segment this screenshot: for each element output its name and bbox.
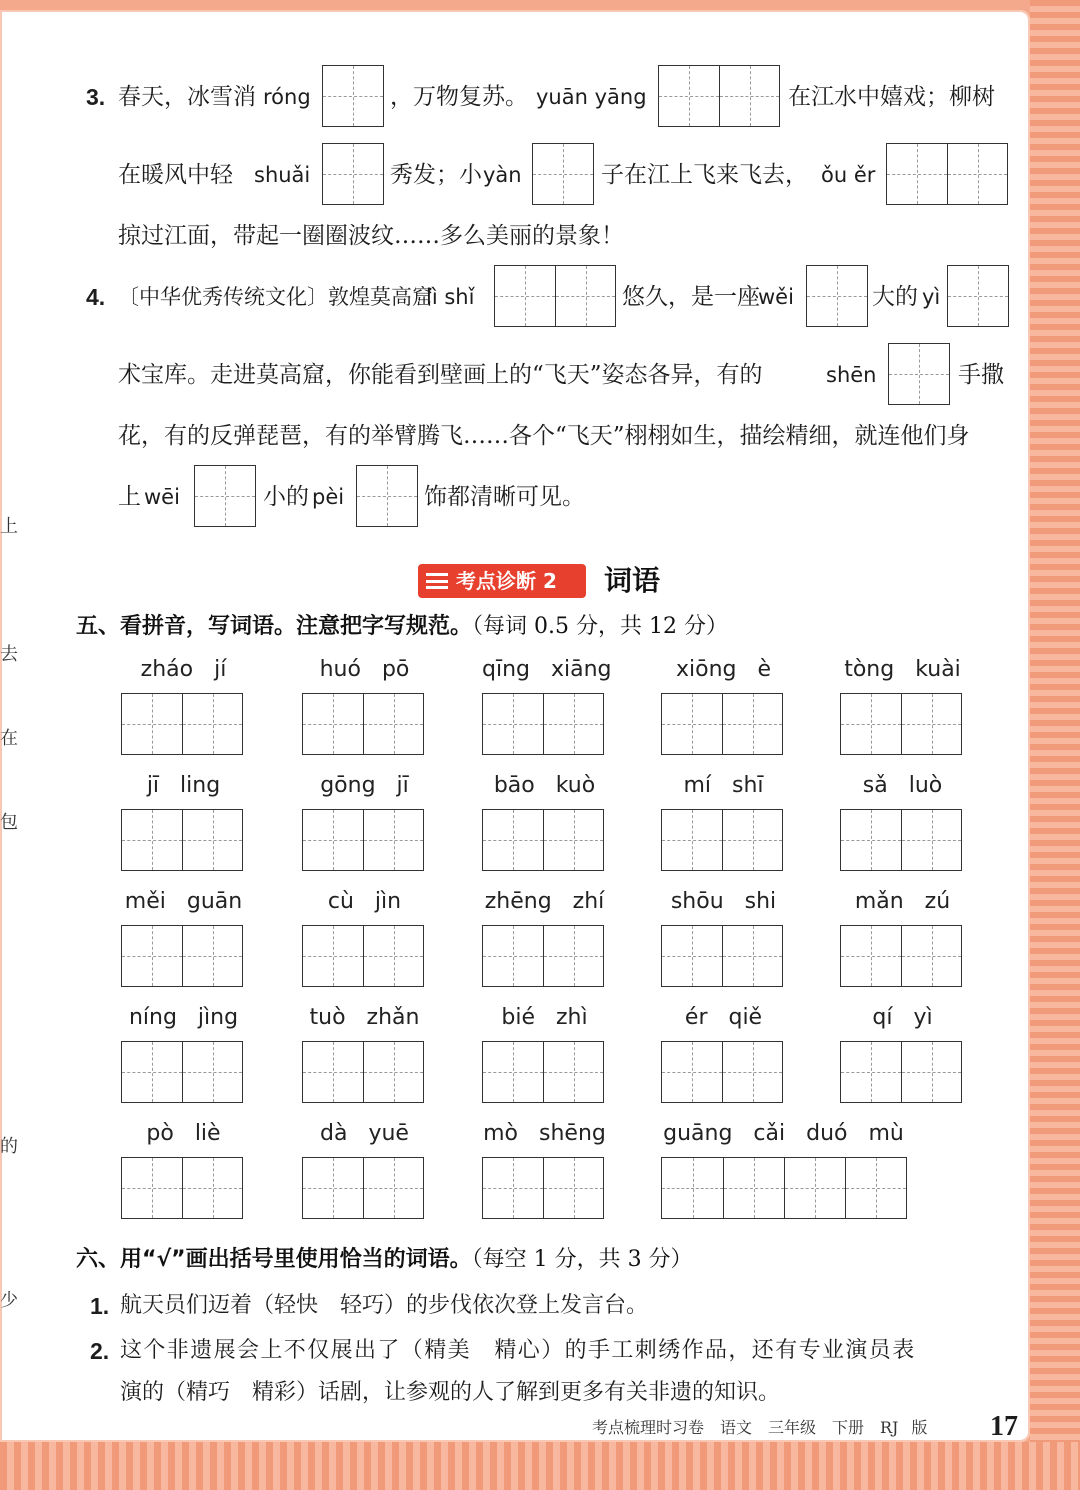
word-pinyin: ér qiě (684, 1005, 763, 1030)
answer-box[interactable] (532, 143, 594, 205)
pinyin: shuǎi (254, 163, 311, 187)
word-pinyin: mò shēng (483, 1121, 606, 1146)
answer-box[interactable] (356, 465, 418, 527)
pinyin: yuān yāng (536, 85, 647, 109)
margin-char: 上 (0, 516, 18, 537)
section-title: 词语 (604, 564, 661, 597)
word-pinyin: bié zhì (501, 1005, 588, 1030)
word-box[interactable] (482, 809, 604, 871)
part5-heading (76, 612, 728, 642)
word-box[interactable] (482, 925, 604, 987)
pinyin: wēi (144, 485, 180, 509)
part5-heading-text: 五、看拼音，写词语。注意把字写规范。 (76, 614, 473, 639)
answer-box[interactable] (806, 265, 868, 327)
page-edge-bottom (0, 1442, 1080, 1490)
answer-box[interactable] (194, 465, 256, 527)
word-box[interactable] (840, 693, 962, 755)
margin-char: 的 (0, 1136, 18, 1157)
text-run: 掠过江面，带起一圈圈波纹……多么美丽的景象！ (118, 223, 624, 249)
page-number: 17 (990, 1411, 1018, 1442)
pinyin: róng (263, 85, 311, 109)
word-box[interactable] (840, 925, 962, 987)
word-box[interactable] (482, 693, 604, 755)
part6-heading (76, 1245, 693, 1275)
word-pinyin: gōng jī (320, 773, 409, 798)
word-pinyin: zhēng zhí (484, 889, 605, 914)
word-pinyin: tuò zhǎn (309, 1005, 420, 1030)
word-pinyin: bāo kuò (493, 773, 596, 798)
answer-box[interactable] (494, 265, 616, 327)
answer-box[interactable] (322, 65, 384, 127)
question-number: 4. (86, 284, 106, 310)
menu-bars-icon (426, 573, 448, 589)
word-pinyin: zháo jí (140, 657, 227, 682)
word-box[interactable] (840, 809, 962, 871)
word-box[interactable] (121, 925, 243, 987)
page-edge-right (1030, 0, 1080, 1490)
answer-box[interactable] (888, 343, 950, 405)
pinyin: wěi (758, 285, 794, 309)
answer-box[interactable] (322, 143, 384, 205)
text-run: ，万物复苏。 (390, 84, 528, 110)
part5-score: （每词 0.5 分，共 12 分） (472, 614, 728, 639)
word-box[interactable] (661, 1157, 907, 1219)
word-pinyin: cù jìn (327, 889, 402, 914)
sentence: 航天员们迈着（轻快 轻巧）的步伐依次登上发言台。 (120, 1293, 649, 1318)
word-pinyin: tòng kuài (844, 657, 961, 682)
word-box[interactable] (121, 1157, 243, 1219)
word-pinyin: sǎ luò (862, 773, 943, 798)
word-box[interactable] (302, 693, 424, 755)
question-number: 1. (90, 1293, 110, 1319)
word-pinyin: mí shī (683, 773, 764, 798)
word-pinyin: guāng cǎi duó mù (663, 1121, 904, 1146)
margin-char: 在 (0, 728, 18, 749)
word-box[interactable] (302, 1157, 424, 1219)
word-pinyin: qīng xiāng (482, 657, 612, 682)
text-run: 花，有的反弹琵琶，有的举臂腾飞……各个“飞天”栩栩如生，描绘精细，就连他们身 (118, 423, 970, 449)
text-run: 饰都清晰可见。 (424, 484, 585, 510)
pinyin: yì (922, 285, 941, 309)
pinyin: lì shǐ (426, 285, 475, 309)
word-pinyin: dà yuē (320, 1121, 409, 1146)
text-run: 术宝库。走进莫高窟，你能看到壁画上的“飞天”姿态各异，有的 (118, 362, 763, 388)
margin-char: 少 (0, 1290, 18, 1311)
section-banner (418, 564, 586, 598)
word-box[interactable] (121, 1041, 243, 1103)
word-box[interactable] (661, 1041, 783, 1103)
word-box[interactable] (302, 1041, 424, 1103)
text-run: 子在江上飞来飞去， (601, 162, 808, 188)
word-box[interactable] (482, 1041, 604, 1103)
section-banner-label: 考点诊断 2 (456, 569, 557, 593)
pinyin: yàn (483, 163, 522, 187)
sentence: 这个非遗展会上不仅展出了（精美 精心）的手工刺绣作品，还有专业演员表 (120, 1338, 916, 1363)
word-pinyin: níng jìng (128, 1005, 239, 1030)
pinyin: shēn (826, 363, 877, 387)
word-box[interactable] (302, 925, 424, 987)
word-pinyin: měi guān (124, 889, 243, 914)
word-pinyin: shōu shi (670, 889, 777, 914)
answer-box[interactable] (658, 65, 780, 127)
pinyin: ǒu ěr (821, 163, 876, 187)
text-run: 上 (118, 484, 141, 510)
word-pinyin: xiōng è (675, 657, 772, 682)
text-run: 小的 (263, 484, 309, 510)
word-box[interactable] (302, 809, 424, 871)
word-pinyin: mǎn zú (854, 889, 951, 914)
answer-box[interactable] (886, 143, 1008, 205)
word-box[interactable] (661, 809, 783, 871)
text-run: 在暖风中轻 (118, 162, 233, 188)
text-run: 手撒 (958, 362, 1004, 388)
word-box[interactable] (840, 1041, 962, 1103)
text-run: 秀发；小 (390, 162, 482, 188)
pinyin: pèi (312, 485, 345, 509)
text-run: 大的 (872, 284, 918, 310)
footer-text: 考点梳理时习卷 语文 三年级 下册 RJ 版 (592, 1418, 928, 1437)
word-box[interactable] (121, 809, 243, 871)
question-number: 3. (86, 84, 106, 110)
part6-heading-text: 六、用“√”画出括号里使用恰当的词语。 (76, 1247, 472, 1272)
word-box[interactable] (482, 1157, 604, 1219)
word-pinyin: pò liè (146, 1121, 221, 1146)
answer-box[interactable] (947, 265, 1009, 327)
text-run: 春天，冰雪消 (118, 84, 256, 110)
word-box[interactable] (121, 693, 243, 755)
margin-char: 包 (0, 812, 18, 833)
word-box[interactable] (661, 925, 783, 987)
part6-score: （每空 1 分，共 3 分） (471, 1247, 693, 1272)
margin-char: 去 (0, 644, 18, 665)
word-pinyin: huó pō (319, 657, 410, 682)
word-pinyin: jī ling (146, 773, 221, 798)
sentence: 演的（精巧 精彩）话剧，让参观的人了解到更多有关非遗的知识。 (120, 1380, 781, 1405)
text-run: 悠久，是一座 (622, 284, 760, 310)
word-box[interactable] (661, 693, 783, 755)
text-run: 〔中华优秀传统文化〕敦煌莫高窟 (118, 285, 433, 309)
text-run: 在江水中嬉戏；柳树 (788, 84, 995, 110)
word-pinyin: qí yì (872, 1005, 933, 1030)
question-number: 2. (90, 1338, 110, 1364)
